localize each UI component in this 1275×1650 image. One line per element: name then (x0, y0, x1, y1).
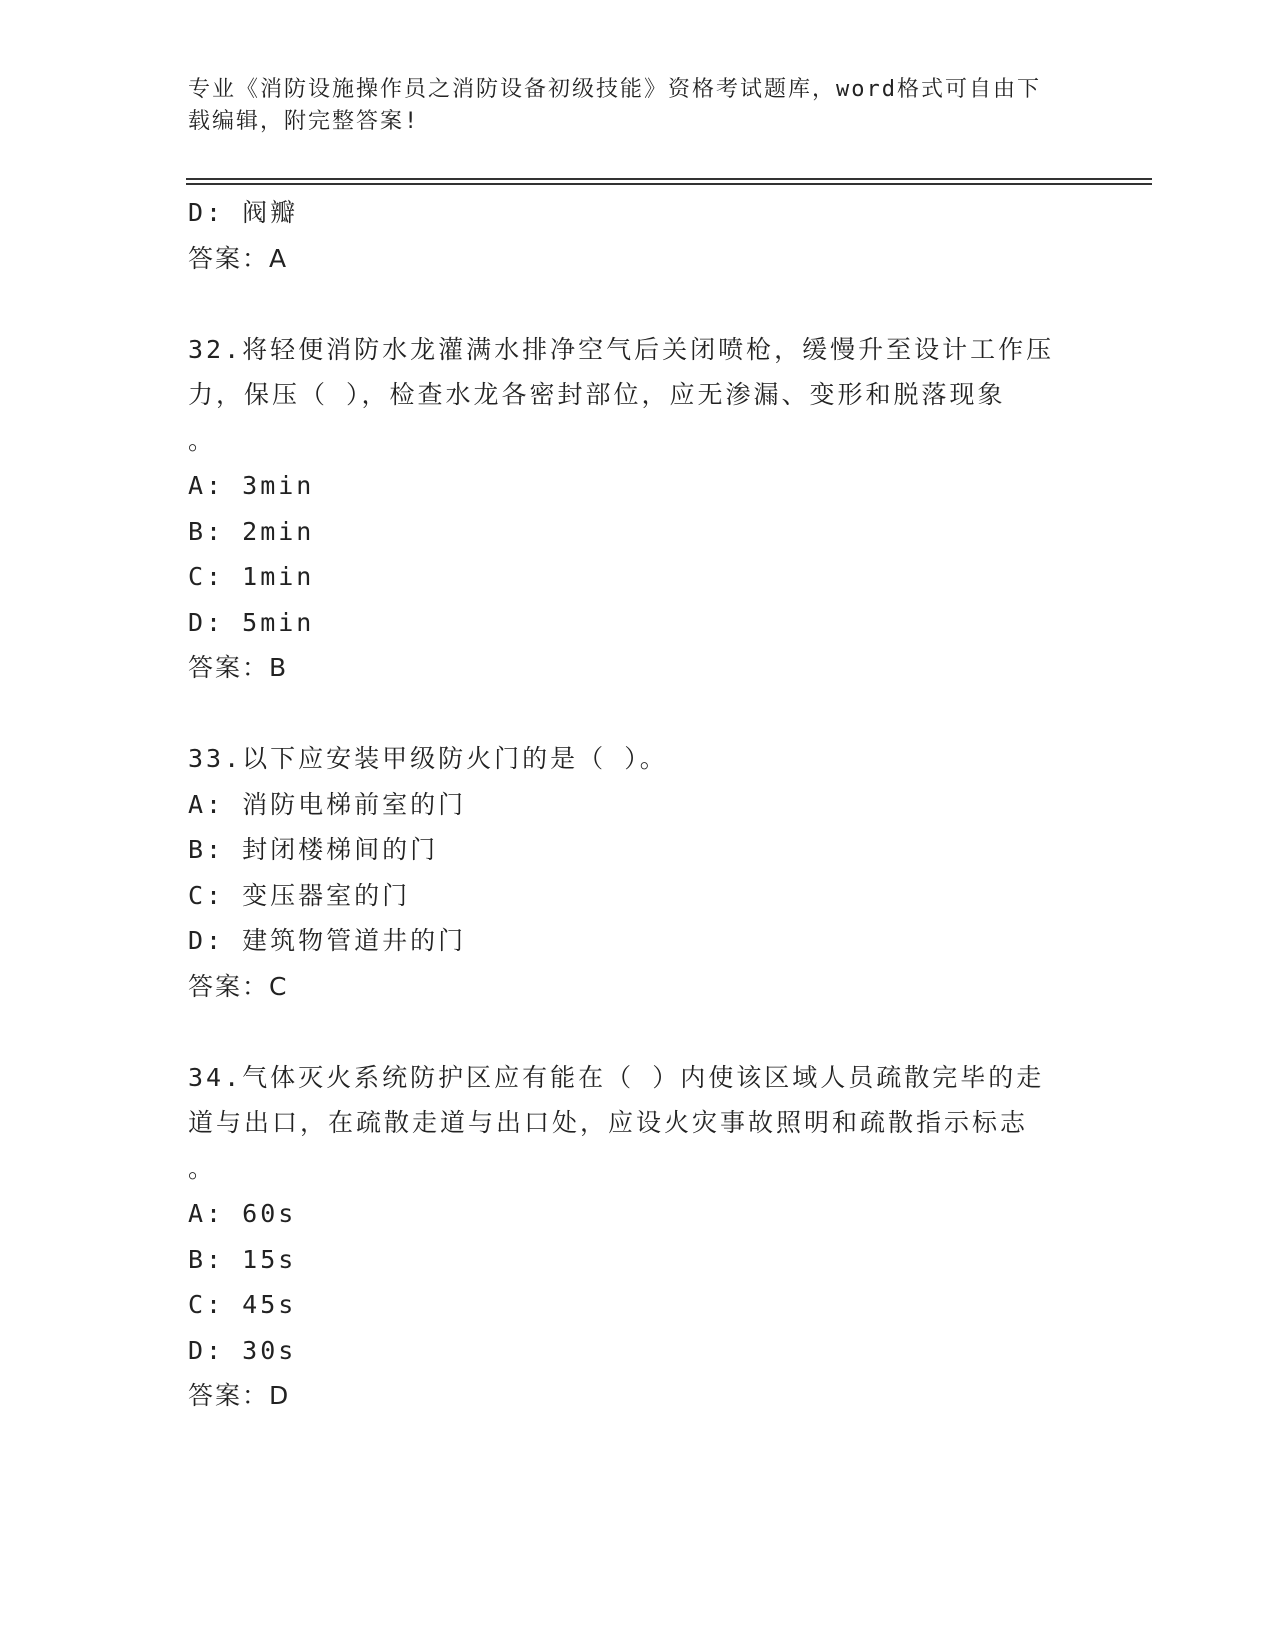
option-a: A: 60s (188, 1199, 297, 1228)
question-stem-line: 34.气体灭火系统防护区应有能在（ ）内使该区域人员疏散完毕的走 (188, 1062, 1045, 1092)
header-divider-top (186, 178, 1152, 180)
question-stem-line: 33.以下应安装甲级防火门的是（ ）。 (188, 744, 668, 773)
question-stem-line: 。 (188, 1153, 217, 1183)
answer: 答案：D (188, 1381, 291, 1410)
question-stem-line: 。 (188, 425, 217, 455)
option-b: B: 15s (188, 1244, 297, 1274)
prev-option-d: D: 阀瓣 (188, 198, 299, 227)
option-a: A: 3min (188, 471, 315, 500)
spacer (188, 1009, 1088, 1055)
question-list (188, 190, 1088, 1419)
question-34 (188, 1055, 1088, 1419)
option-c: C: 1min (188, 562, 315, 591)
header-line-1: 专业《消防设施操作员之消防设备初级技能》资格考试题库，word格式可自由下 (188, 77, 1041, 102)
answer: 答案：B (188, 653, 289, 682)
question-stem-line: 力，保压（ ），检查水龙各密封部位，应无渗漏、变形和脱落现象 (188, 380, 1006, 409)
option-b: B: 封闭楼梯间的门 (188, 835, 439, 864)
option-d: D: 30s (188, 1335, 297, 1365)
document-header (188, 74, 1088, 138)
spacer (188, 691, 1088, 737)
option-c: C: 45s (188, 1290, 297, 1319)
prev-answer: 答案：A (188, 243, 289, 273)
question-stem-line: 道与出口，在疏散走道与出口处，应设火灾事故照明和疏散指示标志 (188, 1108, 1029, 1137)
option-a: A: 消防电梯前室的门 (188, 789, 467, 819)
question-32 (188, 327, 1088, 691)
option-d: D: 5min (188, 607, 315, 637)
answer: 答案：C (188, 971, 289, 1001)
header-divider-bottom (186, 183, 1152, 185)
spacer (188, 281, 1088, 327)
option-c: C: 变压器室的门 (188, 880, 411, 910)
option-d: D: 建筑物管道井的门 (188, 926, 467, 955)
question-33 (188, 736, 1088, 1009)
option-b: B: 2min (188, 516, 315, 546)
header-line-2: 载编辑，附完整答案! (188, 109, 420, 134)
question-stem-line: 32.将轻便消防水龙灌满水排净空气后关闭喷枪，缓慢升至设计工作压 (188, 334, 1055, 364)
